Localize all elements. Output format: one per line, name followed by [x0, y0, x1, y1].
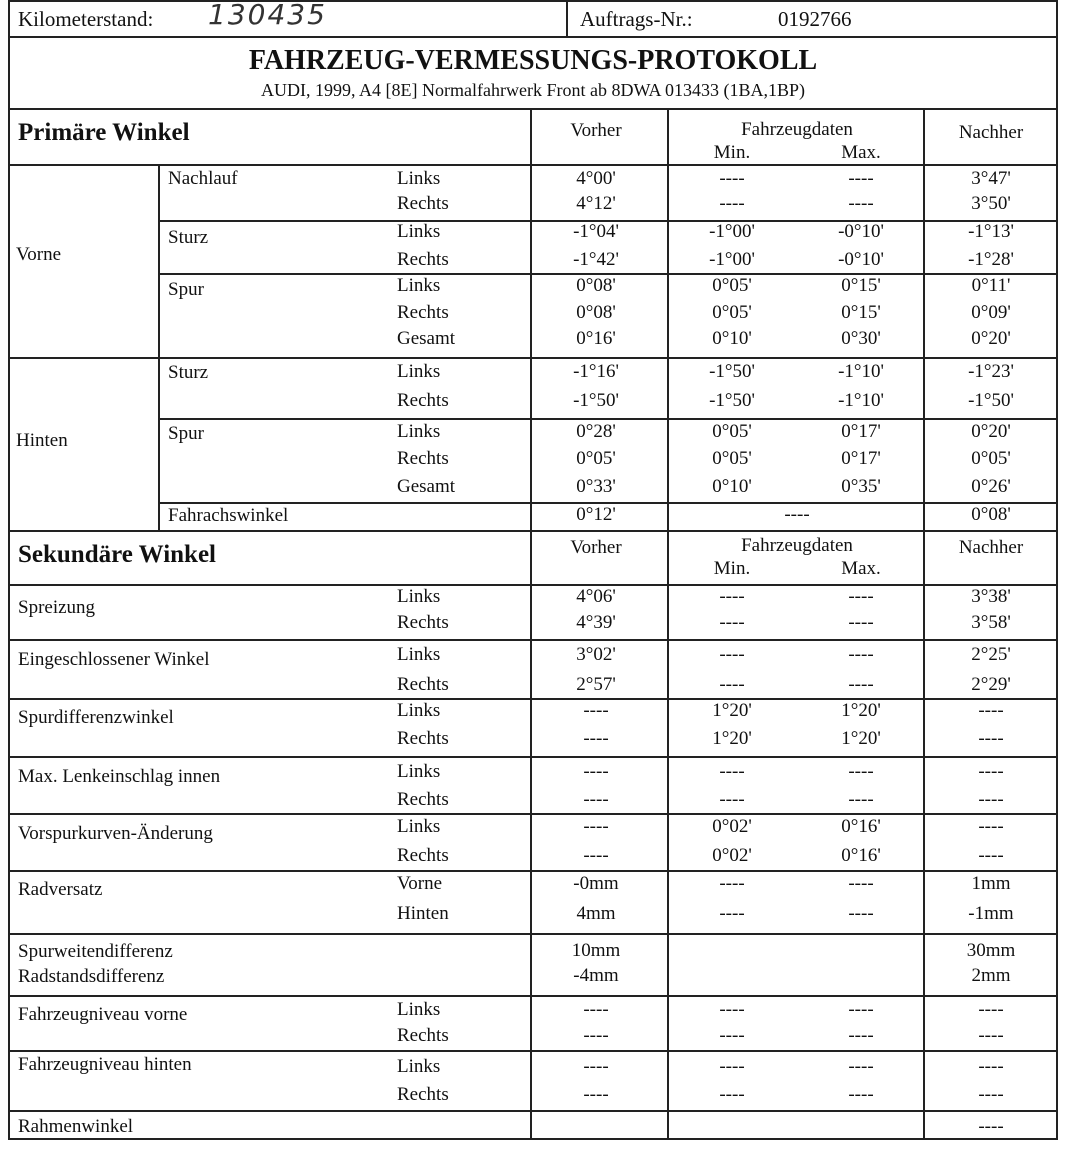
value-min: 0°10' [712, 476, 752, 497]
page-title: FAHRZEUG-VERMESSUNGS-PROTOKOLL [248, 45, 818, 76]
side-label: Rechts [397, 249, 449, 270]
secondary-col-after: Nachher [958, 537, 1024, 558]
value-max: -1°10' [838, 390, 884, 411]
rule-sec-2 [8, 698, 1058, 700]
side-label: Rechts [397, 728, 449, 749]
side-label: Rechts [397, 302, 449, 323]
side-label: Links [397, 221, 441, 242]
primary-section-title: Primäre Winkel [18, 119, 190, 146]
value-after: 0°08' [971, 504, 1011, 525]
value-max: ---- [848, 168, 874, 189]
rule-sec-9 [8, 1110, 1058, 1112]
value-before: 4°06' [576, 586, 616, 607]
side-label: Rechts [397, 674, 449, 695]
value-after: 3°50' [971, 193, 1011, 214]
angle-name: Fahrzeugniveau hinten [18, 1054, 192, 1075]
rule-col-after-left [923, 108, 925, 1140]
value-min: ---- [719, 1025, 745, 1046]
value-before: 0°33' [576, 476, 616, 497]
side-label: Rechts [397, 390, 449, 411]
group-label: Hinten [16, 430, 68, 451]
value-min: ---- [719, 999, 745, 1020]
value-max: ---- [848, 674, 874, 695]
value-max: ---- [848, 586, 874, 607]
value-after: 2°29' [971, 674, 1011, 695]
value-before: -1°42' [573, 249, 619, 270]
value-after: 0°09' [971, 302, 1011, 323]
side-label: Links [397, 1056, 441, 1077]
value-after: 2mm [971, 965, 1011, 986]
value-after: -1°50' [968, 390, 1014, 411]
value-max: ---- [848, 612, 874, 633]
rule-sec-7 [8, 995, 1058, 997]
value-after: ---- [978, 1056, 1004, 1077]
value-before: ---- [583, 999, 609, 1020]
value-min: ---- [719, 1084, 745, 1105]
value-before: 0°08' [576, 302, 616, 323]
rule-vorne-hinten [8, 357, 1058, 359]
value-after: 3°47' [971, 168, 1011, 189]
value-after: 0°20' [971, 328, 1011, 349]
value-after: ---- [978, 999, 1004, 1020]
value-min: ---- [719, 761, 745, 782]
value-min: 0°05' [712, 421, 752, 442]
angle-name: Radversatz [18, 879, 103, 900]
rule-primary-head [8, 164, 1058, 166]
value-before: 10mm [571, 940, 621, 961]
order-number: 0192766 [778, 7, 852, 31]
value-min: 0°02' [712, 816, 752, 837]
value-min: -1°00' [709, 249, 755, 270]
side-label: Links [397, 275, 441, 296]
value-min: 1°20' [712, 700, 752, 721]
rule-sec-4 [8, 813, 1058, 815]
angle-name: Eingeschlossener Winkel [18, 649, 210, 670]
value-before: ---- [583, 789, 609, 810]
side-label: Vorne [397, 873, 443, 894]
side-label: Rechts [397, 789, 449, 810]
value-max: ---- [848, 873, 874, 894]
value-before: 4°12' [576, 193, 616, 214]
side-label: Gesamt [397, 328, 456, 349]
value-after: -1°28' [968, 249, 1014, 270]
value-max: 0°15' [841, 302, 881, 323]
value-before: 0°08' [576, 275, 616, 296]
rule-sec-1 [8, 639, 1058, 641]
angle-name: Max. Lenkeinschlag innen [18, 766, 221, 787]
side-label: Gesamt [397, 476, 456, 497]
side-label: Links [397, 421, 441, 442]
value-max: 0°16' [841, 845, 881, 866]
value-before: -1°04' [573, 221, 619, 242]
value-max: 0°16' [841, 816, 881, 837]
value-before: ---- [583, 700, 609, 721]
value-after: 0°05' [971, 448, 1011, 469]
side-label: Rechts [397, 612, 449, 633]
side-label: Links [397, 700, 441, 721]
value-before: 0°16' [576, 328, 616, 349]
value-after: ---- [978, 728, 1004, 749]
km-value-handwritten: 130435 [208, 0, 327, 31]
value-after: 3°38' [971, 586, 1011, 607]
side-label: Rechts [397, 193, 449, 214]
side-label: Hinten [397, 903, 449, 924]
rule-group-col [158, 164, 160, 530]
value-max: 0°30' [841, 328, 881, 349]
value-after: ---- [978, 761, 1004, 782]
secondary-col-min: Min. [713, 558, 751, 579]
angle-name: Spur [168, 423, 204, 444]
primary-col-before: Vorher [570, 120, 622, 141]
vehicle-subtitle: AUDI, 1999, A4 [8E] Normalfahrwerk Front ab 8DWA 013433 (1BA,1BP) [261, 80, 805, 100]
order-label: Auftrags-Nr.: [580, 7, 693, 31]
primary-col-min: Min. [713, 142, 751, 163]
value-after: -1°13' [968, 221, 1014, 242]
side-label: Rechts [397, 845, 449, 866]
value-before: 2°57' [576, 674, 616, 695]
value-max: 1°20' [841, 728, 881, 749]
value-after: ---- [978, 816, 1004, 837]
side-label: Rechts [397, 1084, 449, 1105]
side-label: Links [397, 168, 441, 189]
value-after: 3°58' [971, 612, 1011, 633]
value-after: ---- [978, 845, 1004, 866]
value-before: 0°28' [576, 421, 616, 442]
angle-name: Spurweitendifferenz [18, 941, 173, 962]
value-max: -1°10' [838, 361, 884, 382]
angle-name: Vorspurkurven-Änderung [18, 823, 213, 844]
angle-name: Rahmenwinkel [18, 1116, 134, 1137]
value-min: ---- [719, 644, 745, 665]
value-before: ---- [583, 728, 609, 749]
value-after: ---- [978, 789, 1004, 810]
value-after: 0°26' [971, 476, 1011, 497]
value-before: 4°00' [576, 168, 616, 189]
value-max: ---- [848, 193, 874, 214]
value-max: 0°17' [841, 448, 881, 469]
value-min: ---- [719, 193, 745, 214]
angle-name: Radstandsdifferenz [18, 966, 165, 987]
value-before: -1°50' [573, 390, 619, 411]
value-max: ---- [848, 789, 874, 810]
value-min: ---- [719, 168, 745, 189]
value-min: ---- [719, 1056, 745, 1077]
value-min: ---- [719, 612, 745, 633]
value-min: 0°05' [712, 275, 752, 296]
value-after: 2°25' [971, 644, 1011, 665]
rule-sec-6 [8, 933, 1058, 935]
value-max: 0°17' [841, 421, 881, 442]
rule-title-bottom [8, 108, 1058, 110]
side-label: Links [397, 816, 441, 837]
value-min: -1°00' [709, 221, 755, 242]
angle-name: Fahrzeugniveau vorne [18, 1004, 188, 1025]
primary-col-max: Max. [841, 142, 881, 163]
secondary-col-max: Max. [841, 558, 881, 579]
value-before: ---- [583, 1025, 609, 1046]
value-before: -0mm [573, 873, 619, 894]
value-min: ---- [719, 674, 745, 695]
rule-header-split [566, 0, 568, 36]
value-after: 0°20' [971, 421, 1011, 442]
angle-name: Sturz [168, 227, 209, 248]
value-min: ---- [719, 873, 745, 894]
side-label: Links [397, 999, 441, 1020]
value-after: 1mm [971, 873, 1011, 894]
value-after: 0°11' [971, 275, 1011, 296]
value-after: ---- [978, 1116, 1004, 1137]
value-before: ---- [583, 845, 609, 866]
value-min: ---- [719, 586, 745, 607]
km-label: Kilometerstand: [18, 7, 154, 31]
angle-name: Sturz [168, 362, 209, 383]
angle-name: Fahrachswinkel [168, 505, 289, 526]
rule-sec-8 [8, 1050, 1058, 1052]
value-max: 0°15' [841, 275, 881, 296]
group-label: Vorne [16, 244, 62, 265]
value-before: ---- [583, 816, 609, 837]
value-min: -1°50' [709, 390, 755, 411]
value-before: ---- [583, 1084, 609, 1105]
value-min: 0°02' [712, 845, 752, 866]
value-before: 0°05' [576, 448, 616, 469]
angle-name: Nachlauf [168, 168, 238, 189]
value-min: 1°20' [712, 728, 752, 749]
value-before: -4mm [573, 965, 619, 986]
primary-col-vehicle-data: Fahrzeugdaten [741, 119, 853, 140]
value-after: ---- [978, 1084, 1004, 1105]
rule-sec-5 [8, 870, 1058, 872]
value-before: 3°02' [576, 644, 616, 665]
secondary-section-title: Sekundäre Winkel [18, 541, 216, 568]
side-label: Links [397, 761, 441, 782]
side-label: Rechts [397, 448, 449, 469]
value-min: -1°50' [709, 361, 755, 382]
value-max: ---- [848, 644, 874, 665]
value-max: -0°10' [838, 249, 884, 270]
side-label: Rechts [397, 1025, 449, 1046]
value-max: ---- [848, 761, 874, 782]
value-before: 4mm [576, 903, 616, 924]
angle-name: Spur [168, 279, 204, 300]
rule-col-before-left [530, 108, 532, 1140]
value-min: 0°05' [712, 302, 752, 323]
value-max: ---- [848, 999, 874, 1020]
side-label: Links [397, 644, 441, 665]
rule-secondary-head [8, 584, 1058, 586]
value-after: -1mm [968, 903, 1014, 924]
value-after: ---- [978, 1025, 1004, 1046]
value-min: ---- [719, 789, 745, 810]
rule-col-data-left [667, 108, 669, 1140]
value-max: -0°10' [838, 221, 884, 242]
angle-name: Spreizung [18, 597, 96, 618]
value-max: 1°20' [841, 700, 881, 721]
rule-primary-end [8, 530, 1058, 532]
value-before: ---- [583, 761, 609, 782]
primary-col-after: Nachher [958, 122, 1024, 143]
value-before: 4°39' [576, 612, 616, 633]
angle-name: Spurdifferenzwinkel [18, 707, 174, 728]
side-label: Links [397, 361, 441, 382]
value-before: 0°12' [576, 504, 616, 525]
rule-header-bottom [8, 36, 1058, 38]
secondary-col-vehicle-data: Fahrzeugdaten [741, 535, 853, 556]
value-min: ---- [719, 903, 745, 924]
value-max: ---- [848, 1056, 874, 1077]
side-label: Links [397, 586, 441, 607]
value-max: ---- [848, 1025, 874, 1046]
rule-sec-3 [8, 756, 1058, 758]
value-after: -1°23' [968, 361, 1014, 382]
value-before: ---- [583, 1056, 609, 1077]
value-min: 0°10' [712, 328, 752, 349]
report-frame [8, 0, 1058, 1140]
value-after: ---- [978, 700, 1004, 721]
value-max: 0°35' [841, 476, 881, 497]
value-min: 0°05' [712, 448, 752, 469]
value-max: ---- [848, 903, 874, 924]
value-vehicle-data: ---- [784, 504, 810, 525]
value-max: ---- [848, 1084, 874, 1105]
secondary-col-before: Vorher [570, 537, 622, 558]
value-after: 30mm [966, 940, 1016, 961]
value-before: -1°16' [573, 361, 619, 382]
